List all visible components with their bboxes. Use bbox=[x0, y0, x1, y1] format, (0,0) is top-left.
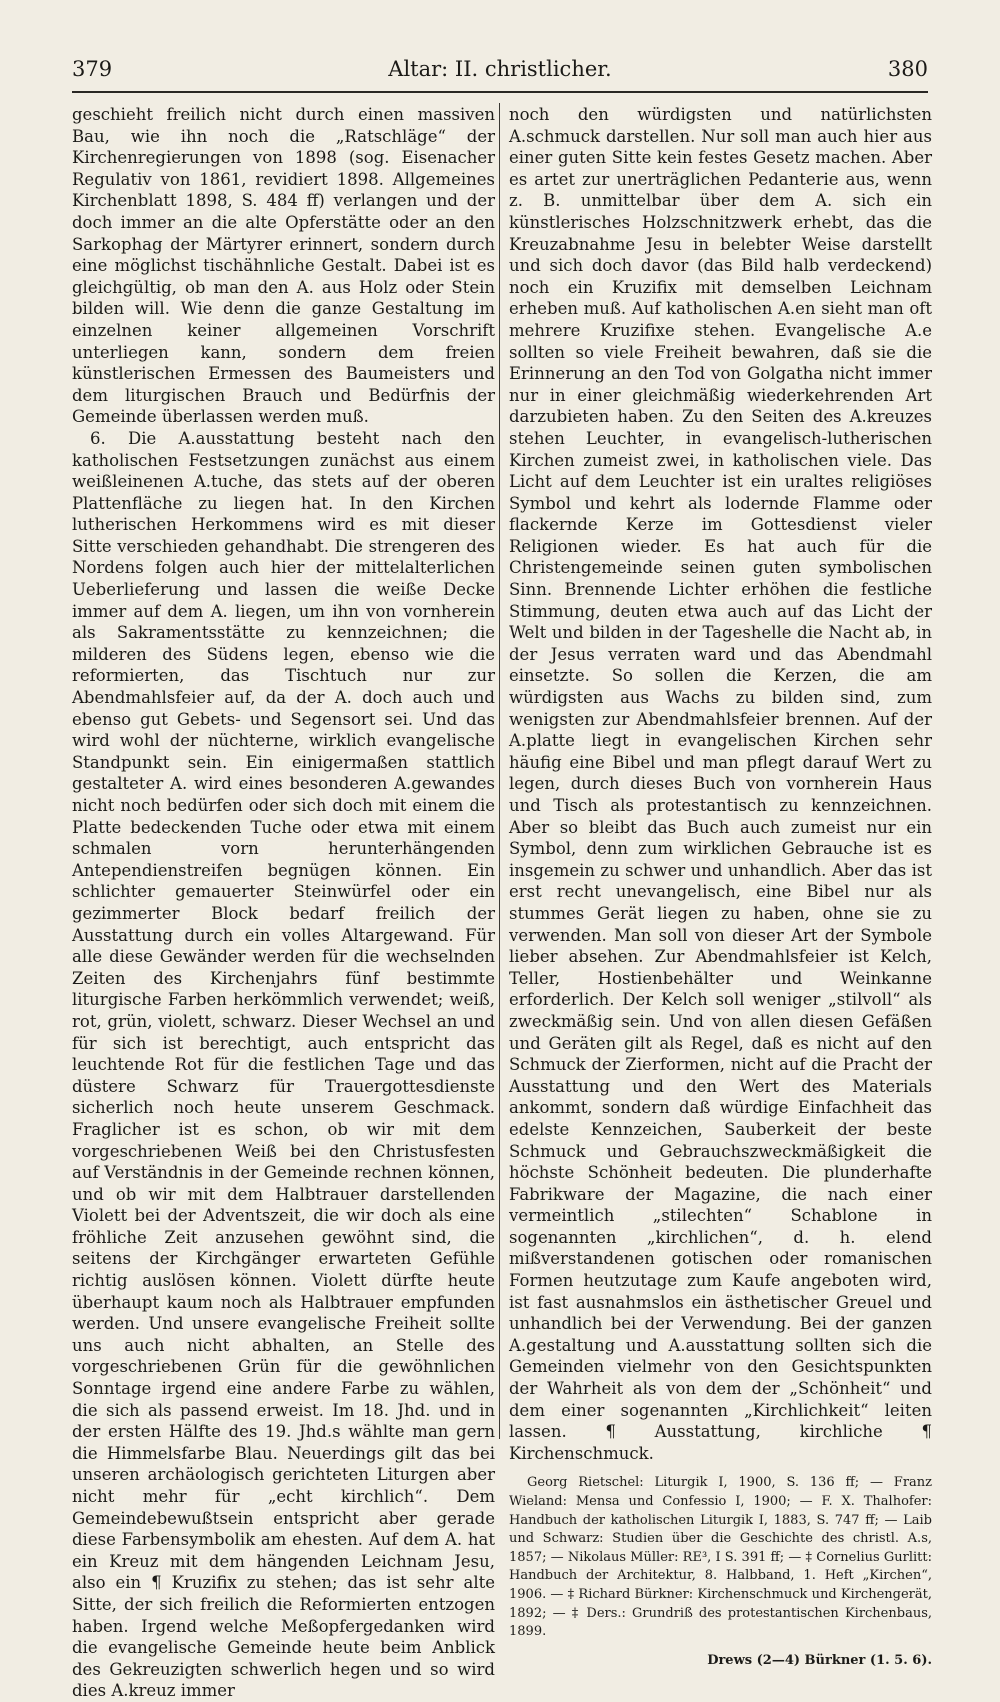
author-signature: Drews (2—4) Bürkner (1. 5. 6). bbox=[707, 1652, 932, 1668]
paragraph: geschieht freilich nicht durch einen massiven Bau, wie ihn noch die „Ratschläge“ der Kirchenregierungen von 1898 (sog. Eisenacher Regulativ von 1861, revidiert 1898. Allgemeines Kirchenblatt 1898, S. 484 ff) verlangen und der doch immer an die alte Opferstätte oder an den Sarkophag der Märtyrer erinnert, sondern durch eine möglichst tischähnliche Gestalt. Dabei ist es gleichgültig, ob man den A. aus Holz oder Stein bilden will. Wie denn die ganze Gestaltung im einzelnen keiner allgemeinen Vorschrift unterliegen kann, sondern dem freien künstlerischen Ermessen des Baumeisters und dem liturgischen Brauch und Bedürfnis der Gemeinde überlassen werden muß. bbox=[72, 105, 495, 427]
column-divider bbox=[499, 103, 500, 1439]
header-rule bbox=[72, 91, 928, 93]
right-column bbox=[509, 104, 932, 1670]
page-number-left: 379 bbox=[72, 57, 113, 81]
left-column bbox=[72, 104, 495, 1702]
page-number-right: 380 bbox=[887, 57, 928, 81]
paragraph: noch den würdigsten und natürlichsten A.schmuck darstellen. Nur soll man auch hier aus einer guten Sitte kein festes Gesetz machen. Aber es artet zur unerträglichen Pedanterie aus, wenn z. B. unmittelbar über dem A. sich ein künstlerisches Holzschnitzwerk erhebt, das die Kreuzabnahme Jesu in belebter Weise darstellt und sich doch davor (das Bild halb verdeckend) noch ein Kruzifix mit demselben Leichnam erheben muß. Auf katholischen A.en sieht man oft mehrere Kruzifixe stehen. Evangelische A.e sollten so viele Freiheit bewahren, daß sie die Erinnerung an den Tod von Golgatha nicht immer nur in einer gleichmäßig wiederkehrenden Art darzubieten haben. Zu den Seiten des A.kreuzes stehen Leuchter, in evangelisch-lutherischen Kirchen zumeist zwei, in katholischen viele. Das Licht auf dem Leuchter ist ein uraltes religiöses Symbol und kehrt als lodernde Flamme oder flackernde Kerze im Gottesdienst vieler Religionen wieder. Es hat auch für die Christengemeinde seinen guten symbolischen Sinn. Brennende Lichter erhöhen die festliche Stimmung, deuten etwa auch auf das Licht der Welt und bilden in der Tageshelle die Nacht ab, in der Jesus verraten ward und das Abendmahl einsetzte. So sollen die Kerzen, die am würdigsten aus Wachs zu bilden sind, zum wenigsten zur Abendmahlsfeier brennen. Auf der A.platte liegt in evangelischen Kirchen sehr häufig eine Bibel und man pflegt darauf Wert zu legen, durch dieses Buch von vornherein Haus und Tisch als protestantisch zu kennzeichnen. Aber so bleibt das Buch auch zumeist nur ein Symbol, denn zum wirklichen Gebrauche ist es insgemein zu schwer und unhandlich. Aber das ist erst recht unevangelisch, eine Bibel nur als stummes Gerät liegen zu haben, ohne sie zu verwenden. Man soll von dieser Art der Symbole lieber absehen. Zur Abendmahlsfeier ist Kelch, Teller, Hostienbehälter und Weinkanne erforderlich. Der Kelch soll weniger „stilvoll“ als zweckmäßig sein. Und von allen diesen Gefäßen und Geräten gilt als Regel, daß es nicht auf den Schmuck der Zierformen, nicht auf die Pracht der Ausstattung und den Wert des Materials ankommt, sondern daß würdige Einfachheit das edelste Kennzeichen, Sauberkeit der beste Schmuck und Gebrauchszweckmäßigkeit die höchste Schönheit bedeuten. Die plunderhafte Fabrikware der Magazine, die nach einer vermeintlich „stilechten“ Schablone in sogenannten „kirchlichen“, d. h. elend mißverstandenen gotischen oder romanischen Formen heutzutage zum Kaufe angeboten wird, ist fast ausnahmslos ein ästhetischer Greuel und unhandlich bei der Verwendung. Bei der ganzen A.gestaltung und A.ausstattung sollten sich die Gemeinden vielmehr von den Gesichtspunkten der Wahrheit als von dem der „Schönheit“ und dem einer sogenannten „Kirchlichkeit“ leiten lassen. ¶ Ausstattung, kirchliche ¶ Kirchenschmuck. bbox=[509, 105, 932, 1463]
bibliography: Georg Rietschel: Liturgik I, 1900, S. 136 ff; — Franz Wieland: Mensa und Confessio I, 1900; — F. X. Thalhofer: Handbuch der katholischen Liturgik I, 1883, S. 747 ff; — Laib und Schwarz: Studien über die Geschichte des christl. A.s, 1857; — Nikolaus Müller: RE³, I S. 391 ff; — ‡ Cornelius Gurlitt: Handbuch der Architektur, 8. Halbband, 1. Heft „Kirchen“, 1906. — ‡ Richard Bürkner: Kirchenschmuck und Kirchengerät, 1892; — ‡ Ders.: Grundriß des protestantischen Kirchenbaus, 1899. bbox=[509, 1475, 932, 1640]
running-title: Altar: II. christlicher. bbox=[388, 57, 612, 81]
paragraph: 6. Die A.ausstattung besteht nach den katholischen Festsetzungen zunächst aus einem weißleinenen A.tuche, das stets auf der oberen Plattenfläche zu liegen hat. In den Kirchen lutherischen Herkommens wird es mit dieser Sitte verschieden gehandhabt. Die strengeren des Nordens folgen auch hier der mittelalterlichen Ueberlieferung und lassen die weiße Decke immer auf dem A. liegen, um ihn von vornherein als Sakramentsstätte zu kennzeichnen; die milderen des Südens legen, ebenso wie die reformierten, das Tischtuch nur zur Abendmahlsfeier auf, da der A. doch auch und ebenso gut Gebets- und Segensort sei. Und das wird wohl der nüchterne, wirklich evangelische Standpunkt sein. Ein einigermaßen stattlich gestalteter A. wird eines besonderen A.gewandes nicht noch bedürfen oder sich doch mit einem die Platte bedeckenden Tuche oder etwa mit einem schmalen vorn herunterhängenden Antependienstreifen begnügen können. Ein schlichter gemauerter Steinwürfel oder ein gezimmerter Block bedarf freilich der Ausstattung durch ein volles Altargewand. Für alle diese Gewänder werden für die wechselnden Zeiten des Kirchenjahrs fünf bestimmte liturgische Farben herkömmlich verwendet; weiß, rot, grün, violett, schwarz. Dieser Wechsel an und für sich ist berechtigt, auch entspricht das leuchtende Rot für die festlichen Tage und das düstere Schwarz für Trauergottesdienste sicherlich noch heute unserem Geschmack. Fraglicher ist es schon, ob wir mit dem vorgeschriebenen Weiß bei den Christusfesten auf Verständnis in der Gemeinde rechnen können, und ob wir mit dem Halbtrauer darstellenden Violett bei der Adventszeit, die wir doch als eine fröhliche Zeit anzusehen gewöhnt sind, die seitens der Kirchgänger erwarteten Gefühle richtig auslösen können. Violett dürfte heute überhaupt kaum noch als Halbtrauer empfunden werden. Und unsere evangelische Freiheit sollte uns auch nicht abhalten, an Stelle des vorgeschriebenen Grün für die gewöhnlichen Sonntage irgend eine andere Farbe zu wählen, die sich als passend erweist. Im 18. Jhd. und in der ersten Hälfte des 19. Jhd.s wählte man gern die Himmelsfarbe Blau. Neuerdings gilt das bei unseren archäologisch gerichteten Liturgen aber nicht mehr für „echt kirchlich“. Dem Gemeindebewußtsein entspricht aber gerade diese Farbensymbolik am ehesten. Auf dem A. hat ein Kreuz mit dem hängenden Leichnam Jesu, also ein ¶ Kruzifix zu stehen; das ist sehr alte Sitte, der sich freilich die Reformierten entzogen haben. Irgend welche Meßopfergedanken wird die evangelische Gemeinde heute beim Anblick des Gekreuzigten schwerlich hegen und so wird dies A.kreuz immer bbox=[72, 428, 495, 1701]
